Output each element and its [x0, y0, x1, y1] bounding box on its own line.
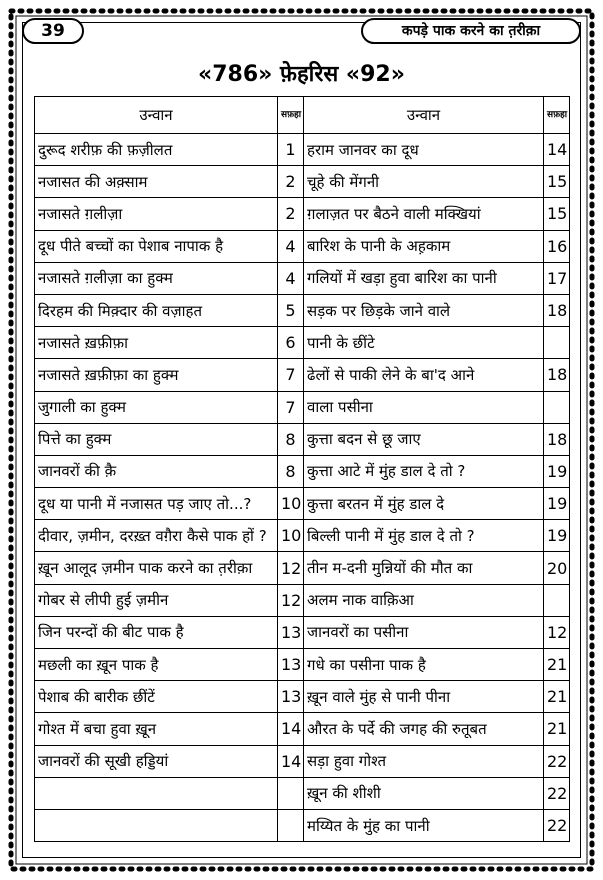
entry-title-left: दूध या पानी में नजासत पड़ जाए तो...?	[35, 488, 278, 520]
entry-title-right: ख़ून की शीशी	[304, 777, 544, 809]
entry-page-right: 21	[544, 649, 570, 681]
entry-page-left: 4	[278, 262, 304, 294]
entry-title-left: नजासते ख़फ़ीफ़ा का हुक्म	[35, 359, 278, 391]
table-row	[35, 809, 570, 841]
entry-page-right: 15	[544, 198, 570, 230]
entry-page-right: 20	[544, 552, 570, 584]
table-row	[35, 230, 570, 262]
entry-page-left: 2	[278, 166, 304, 198]
entry-title-left	[35, 809, 278, 841]
table-row	[35, 455, 570, 487]
entry-title-right: औरत के पर्दे की जगह की रुतूबत	[304, 713, 544, 745]
entry-title-right: वाला पसीना	[304, 391, 544, 423]
entry-page-left: 7	[278, 359, 304, 391]
table-row	[35, 616, 570, 648]
column-header-page: सफ़हा	[278, 97, 304, 134]
table-row	[35, 552, 570, 584]
entry-page-left	[278, 777, 304, 809]
entry-title-right: बारिश के पानी के अह़काम	[304, 230, 544, 262]
entry-page-right	[544, 391, 570, 423]
entry-title-right: गलियों में खड़ा हुवा बारिश का पानी	[304, 262, 544, 294]
entry-page-right: 21	[544, 681, 570, 713]
entry-page-left: 10	[278, 488, 304, 520]
table-row	[35, 745, 570, 777]
entry-page-left: 6	[278, 327, 304, 359]
entry-page-left: 1	[278, 134, 304, 166]
entry-title-left: मछली का ख़ून पाक है	[35, 649, 278, 681]
entry-title-left: जुगाली का हुक्म	[35, 391, 278, 423]
column-header-title: उन्वान	[304, 97, 544, 134]
entry-title-right: बिल्ली पानी में मुंह डाल दे तो ?	[304, 520, 544, 552]
running-title: कपड़े पाक करने का त़रीक़ा	[361, 18, 581, 44]
table-row	[35, 327, 570, 359]
page-number: 39	[22, 18, 84, 44]
entry-page-right: 18	[544, 423, 570, 455]
table-row	[35, 423, 570, 455]
entry-page-left: 12	[278, 584, 304, 616]
entry-title-right: पानी के छींटे	[304, 327, 544, 359]
entry-page-left: 14	[278, 713, 304, 745]
entry-title-left: जानवरों की क़ै	[35, 455, 278, 487]
entry-page-left: 2	[278, 198, 304, 230]
table-row	[35, 520, 570, 552]
entry-title-left: नजासते ग़लीज़ा का हुक्म	[35, 262, 278, 294]
table-row	[35, 681, 570, 713]
entry-title-left	[35, 777, 278, 809]
entry-title-right: ख़ून वाले मुंह से पानी पीना	[304, 681, 544, 713]
entry-page-left: 13	[278, 681, 304, 713]
entry-title-right: कुत्ता बदन से छू जाए	[304, 423, 544, 455]
table-row	[35, 777, 570, 809]
entry-title-left: दूध पीते बच्चों का पेशाब नापाक है	[35, 230, 278, 262]
entry-title-right: मय्यित के मुंह का पानी	[304, 809, 544, 841]
entry-page-right: 19	[544, 455, 570, 487]
entry-page-left	[278, 809, 304, 841]
table-row	[35, 134, 570, 166]
entry-title-left: ख़ून आलूद ज़मीन पाक करने का त़रीक़ा	[35, 552, 278, 584]
entry-page-right: 12	[544, 616, 570, 648]
table-row	[35, 166, 570, 198]
entry-page-right: 17	[544, 262, 570, 294]
entry-page-right	[544, 584, 570, 616]
table-row	[35, 262, 570, 294]
entry-page-left: 12	[278, 552, 304, 584]
entry-page-left: 7	[278, 391, 304, 423]
entry-page-right: 16	[544, 230, 570, 262]
entry-title-left: दीवार, ज़मीन, दरख़्त वग़ैरा कैसे पाक हों ?	[35, 520, 278, 552]
entry-title-left: नजासत की अक़्साम	[35, 166, 278, 198]
entry-title-right: कुत्ता बरतन में मुंह डाल दे	[304, 488, 544, 520]
entry-title-left: गोश्त में बचा हुवा ख़ून	[35, 713, 278, 745]
entry-page-left: 10	[278, 520, 304, 552]
entry-title-right: गधे का पसीना पाक है	[304, 649, 544, 681]
entry-page-right: 19	[544, 488, 570, 520]
table-row	[35, 198, 570, 230]
table-row	[35, 713, 570, 745]
entry-page-right	[544, 327, 570, 359]
table-row	[35, 584, 570, 616]
entry-title-right: ग़लाज़त पर बैठने वाली मक्खियां	[304, 198, 544, 230]
index-title: «786» फ़ेहरिस «92»	[198, 62, 405, 87]
entry-page-left: 4	[278, 230, 304, 262]
entry-title-right: कुत्ता आटे में मुंह डाल दे तो ?	[304, 455, 544, 487]
entry-title-right: तीन म-दनी मुन्नियों की मौत का	[304, 552, 544, 584]
entry-title-right: सड़ा हुवा गोश्त	[304, 745, 544, 777]
index-table	[34, 96, 570, 842]
entry-title-left: दिरहम की मिक़्दार की वज़ाहत	[35, 294, 278, 326]
entry-page-left: 13	[278, 649, 304, 681]
entry-page-right: 15	[544, 166, 570, 198]
entry-title-right: चूहे की मेंगनी	[304, 166, 544, 198]
entry-page-right: 19	[544, 520, 570, 552]
table-header-row	[35, 97, 570, 134]
entry-page-left: 8	[278, 423, 304, 455]
entry-page-right: 21	[544, 713, 570, 745]
entry-page-right: 14	[544, 134, 570, 166]
entry-title-right: अलम नाक वाक़िआ	[304, 584, 544, 616]
table-row	[35, 391, 570, 423]
entry-title-left: जिन परन्दों की बीट पाक है	[35, 616, 278, 648]
entry-page-right: 22	[544, 777, 570, 809]
entry-title-left: नजासते ग़लीज़ा	[35, 198, 278, 230]
column-header-title: उन्वान	[35, 97, 278, 134]
entry-page-left: 5	[278, 294, 304, 326]
table-row	[35, 488, 570, 520]
entry-title-left: पेशाब की बारीक छींटें	[35, 681, 278, 713]
entry-title-right: ढेलों से पाकी लेने के बा'द आने	[304, 359, 544, 391]
entry-title-right: सड़क पर छिड़के जाने वाले	[304, 294, 544, 326]
entry-page-left: 8	[278, 455, 304, 487]
table-row	[35, 294, 570, 326]
entry-page-left: 13	[278, 616, 304, 648]
entry-page-right: 18	[544, 294, 570, 326]
entry-title-left: पित्ते का हुक्म	[35, 423, 278, 455]
entry-title-left: दुरूद शरीफ़ की फ़ज़ीलत	[35, 134, 278, 166]
entry-page-right: 22	[544, 809, 570, 841]
entry-title-right: जानवरों का पसीना	[304, 616, 544, 648]
entry-title-left: गोबर से लीपी हुई ज़मीन	[35, 584, 278, 616]
entry-page-left: 14	[278, 745, 304, 777]
column-header-page: सफ़हा	[544, 97, 570, 134]
entry-title-left: नजासते ख़फ़ीफ़ा	[35, 327, 278, 359]
entry-page-right: 18	[544, 359, 570, 391]
table-row	[35, 649, 570, 681]
entry-page-right: 22	[544, 745, 570, 777]
entry-title-left: जानवरों की सूखी हड्डियां	[35, 745, 278, 777]
entry-title-right: हराम जानवर का दूध	[304, 134, 544, 166]
table-row	[35, 359, 570, 391]
